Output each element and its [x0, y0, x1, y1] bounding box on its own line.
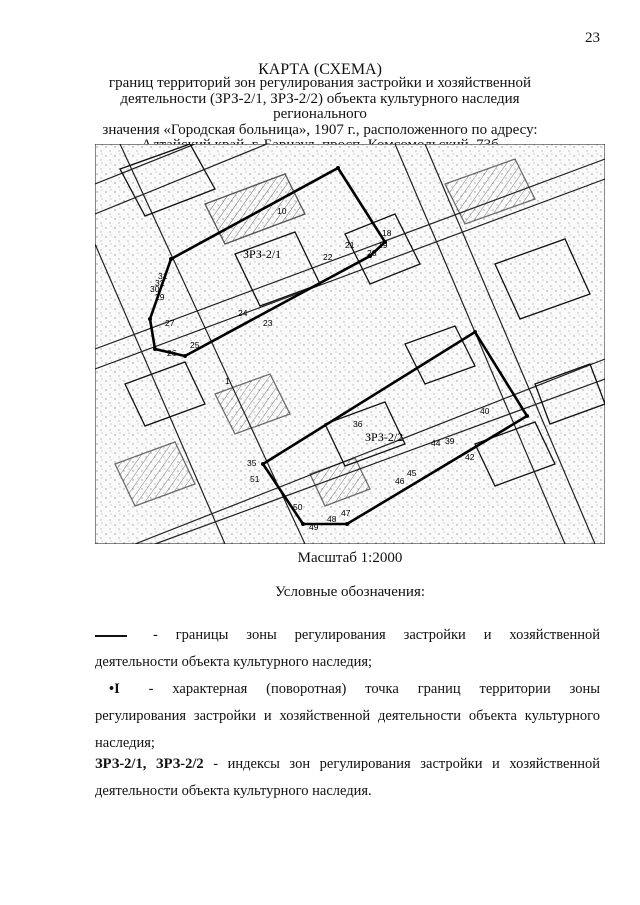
zone-label-zrz-2-1: ЗРЗ-2/1	[243, 247, 282, 261]
point-label: 21	[345, 240, 355, 250]
point-label: 26	[167, 348, 177, 358]
point-label: 46	[395, 476, 405, 486]
legend-text: наследия;	[95, 735, 155, 751]
point-label: 35	[247, 458, 257, 468]
point-label: 31	[158, 271, 168, 281]
point-label: 27	[165, 318, 175, 328]
legend-title: Условные обозначения:	[274, 584, 426, 600]
point-label: 39	[445, 436, 455, 446]
point-label: 45	[407, 468, 417, 478]
point-label: 23	[263, 318, 273, 328]
point-label: 47	[341, 508, 351, 518]
boundary-line-icon	[95, 635, 127, 637]
zone-map	[95, 144, 605, 544]
legend-text: регулирования застройки и хозяйственной деятельности объекта культурного	[95, 708, 600, 724]
turning-point-icon: •I	[109, 681, 120, 697]
point-label: 1	[225, 376, 230, 386]
point-label: 25	[190, 340, 200, 350]
legend-item-boundary	[95, 622, 600, 676]
point-label: 19	[378, 240, 388, 250]
legend-item-indices	[95, 751, 600, 805]
legend-line-3	[95, 751, 600, 778]
point-label: 36	[353, 419, 363, 429]
point-label: 50	[293, 502, 303, 512]
legend-text: границы зоны регулирования застройки и хозяйственной	[175, 627, 600, 643]
legend-text: деятельности объекта культурного наследия;	[95, 654, 373, 670]
point-label: 48	[327, 514, 337, 524]
legend-line-2	[95, 676, 600, 703]
point-label: 24	[238, 308, 248, 318]
subtitle-line-1: границ территорий зон регулирования застройки и хозяйственной	[108, 75, 532, 91]
point-label: 40	[480, 406, 490, 416]
subtitle-line-2: деятельности (ЗРЗ-2/1, ЗРЗ-2/2) объекта культурного наследия регионального	[120, 90, 520, 122]
title-heading: КАРТА (СХЕМА)	[258, 61, 382, 78]
point-label: 29	[155, 292, 165, 302]
point-label: 18	[382, 228, 392, 238]
map-scale: Масштаб 1:2000	[297, 550, 403, 566]
legend-dash: -	[148, 681, 154, 697]
legend-text: - индексы зон регулирования застройки и хозяйственной	[213, 756, 600, 772]
subtitle-line-3: значения «Городская больница», 1907 г., расположенного по адресу:	[102, 121, 538, 138]
point-label: 44	[431, 438, 441, 448]
point-label: 32	[155, 278, 165, 288]
legend-text: характерная (поворотная) точка границ территории зоны	[172, 681, 600, 697]
point-label: 30	[150, 284, 160, 294]
legend-item-point	[95, 676, 600, 757]
page-number: 23	[585, 30, 600, 46]
point-label: 42	[465, 452, 475, 462]
point-label: 51	[250, 474, 260, 484]
document-subtitle	[90, 76, 550, 154]
point-label: 22	[323, 252, 333, 262]
zone-label-zrz-2-2: ЗРЗ-2/2	[365, 430, 404, 444]
legend-text: деятельности объекта культурного наследия.	[95, 783, 372, 799]
legend-dash: -	[152, 627, 158, 643]
point-label: 49	[309, 522, 319, 532]
point-label: 10	[277, 206, 287, 216]
point-label: 20	[367, 248, 377, 258]
legend-line-1	[95, 622, 600, 649]
zone-codes: ЗРЗ-2/1, ЗРЗ-2/2	[95, 756, 204, 772]
